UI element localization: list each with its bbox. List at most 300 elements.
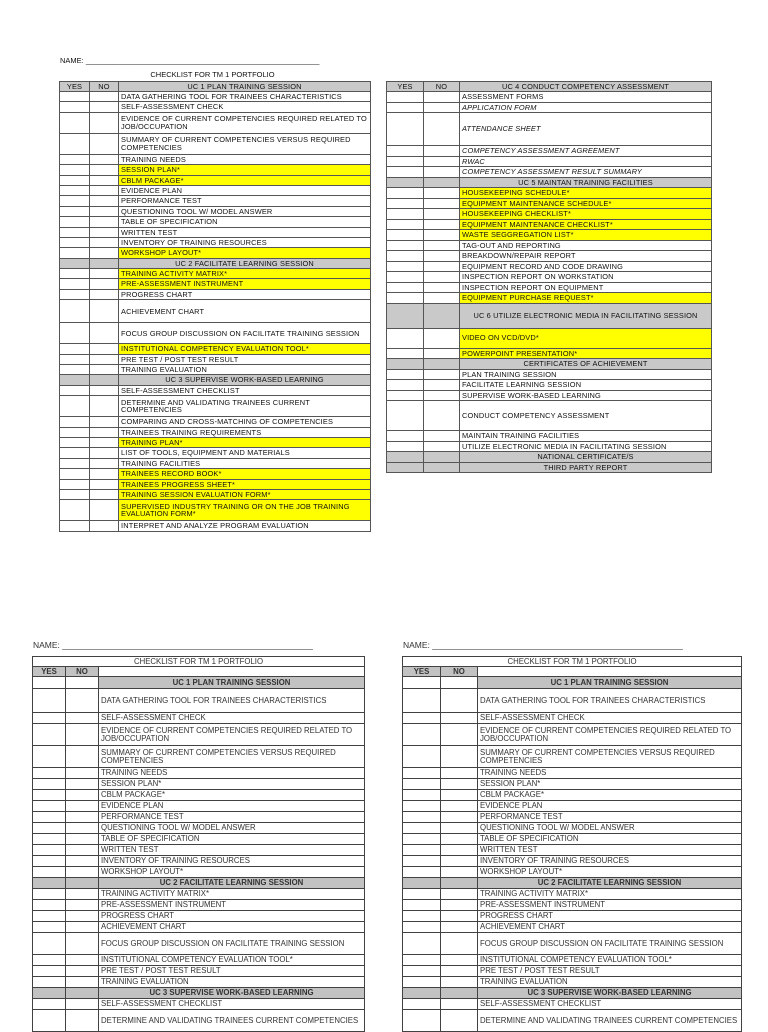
section-uc-2-facilitate-learning-session: UC 2 FACILITATE LEARNING SESSION [119, 258, 371, 268]
no-checkbox-cell[interactable] [90, 258, 119, 268]
yes-checkbox-cell[interactable] [60, 396, 90, 417]
checklist-row [403, 977, 742, 988]
yes-checkbox-cell[interactable] [33, 790, 66, 801]
no-checkbox-cell[interactable] [441, 977, 478, 988]
yes-checkbox-cell[interactable] [33, 768, 66, 779]
yes-checkbox-cell[interactable] [33, 689, 66, 713]
yes-checkbox-cell[interactable] [403, 823, 441, 834]
yes-checkbox-cell[interactable] [403, 999, 441, 1010]
yes-checkbox-cell[interactable] [60, 175, 90, 185]
yes-checkbox-cell[interactable] [387, 188, 424, 199]
yes-checkbox-cell[interactable] [387, 251, 424, 262]
preview-uc1-header: UC 1 PLAN TRAINING SESSION [99, 677, 365, 689]
yes-checkbox-cell[interactable] [33, 812, 66, 823]
item-self-assessment-checklist: SELF-ASSESSMENT CHECKLIST [99, 999, 365, 1010]
no-checkbox-cell[interactable] [90, 375, 119, 385]
yes-checkbox-cell[interactable] [60, 458, 90, 468]
yes-checkbox-cell[interactable] [60, 165, 90, 175]
yes-checkbox-cell[interactable] [60, 479, 90, 489]
no-checkbox-cell[interactable] [424, 230, 460, 241]
yes-checkbox-cell[interactable] [33, 867, 66, 878]
no-checkbox-cell[interactable] [90, 154, 119, 164]
no-checkbox-cell[interactable] [90, 500, 119, 521]
no-checkbox-cell[interactable] [66, 933, 99, 955]
yes-checkbox-cell[interactable] [33, 889, 66, 900]
no-checkbox-cell[interactable] [441, 779, 478, 790]
yes-checkbox-cell[interactable] [387, 146, 424, 157]
checklist-row [60, 458, 371, 468]
yes-checkbox-cell[interactable] [403, 878, 441, 889]
checklist-row [33, 834, 365, 845]
no-checkbox-cell[interactable] [66, 790, 99, 801]
yes-checkbox-cell[interactable] [60, 469, 90, 479]
section-uc-3-supervise-work-based-learning: UC 3 SUPERVISE WORK-BASED LEARNING [99, 988, 365, 999]
yes-checkbox-cell[interactable] [33, 713, 66, 724]
yes-checkbox-cell[interactable] [33, 933, 66, 955]
no-checkbox-cell[interactable] [90, 365, 119, 375]
yes-checkbox-cell[interactable] [60, 417, 90, 427]
no-checkbox-cell[interactable] [424, 102, 460, 113]
item-achievement-chart: ACHIEVEMENT CHART [99, 922, 365, 933]
no-checkbox-cell[interactable] [66, 999, 99, 1010]
no-checkbox-cell[interactable] [441, 933, 478, 955]
yes-checkbox-cell[interactable] [403, 790, 441, 801]
no-checkbox-cell[interactable] [90, 437, 119, 447]
yes-checkbox-cell[interactable] [387, 293, 424, 304]
yes-checkbox-cell[interactable] [403, 768, 441, 779]
no-checkbox-cell[interactable] [424, 390, 460, 401]
yes-checkbox-cell[interactable] [60, 365, 90, 375]
no-checkbox-cell[interactable] [66, 856, 99, 867]
no-checkbox-cell[interactable] [66, 713, 99, 724]
no-checkbox-cell[interactable] [441, 713, 478, 724]
checklist-row [60, 165, 371, 175]
yes-checkbox-cell[interactable] [33, 801, 66, 812]
yes-checkbox-cell[interactable] [33, 845, 66, 856]
yes-checkbox-cell[interactable] [33, 911, 66, 922]
yes-checkbox-cell[interactable] [60, 427, 90, 437]
no-checkbox-cell[interactable] [90, 458, 119, 468]
yes-checkbox-cell[interactable] [387, 359, 424, 370]
no-checkbox-cell[interactable] [424, 348, 460, 359]
yes-checkbox-cell[interactable] [403, 713, 441, 724]
yes-checkbox-cell[interactable] [60, 521, 90, 531]
no-checkbox-cell[interactable] [441, 988, 478, 999]
yes-checkbox-cell[interactable] [387, 156, 424, 167]
yes-checkbox-cell[interactable] [33, 878, 66, 889]
no-checkbox-cell[interactable] [424, 198, 460, 209]
yes-checkbox-cell[interactable] [387, 230, 424, 241]
item-supervise-work-based-learning: SUPERVISE WORK-BASED LEARNING [460, 390, 712, 401]
yes-checkbox-cell[interactable] [60, 437, 90, 447]
yes-checkbox-cell[interactable] [387, 219, 424, 230]
yes-checkbox-cell[interactable] [60, 375, 90, 385]
no-checkbox-cell[interactable] [66, 834, 99, 845]
yes-checkbox-cell[interactable] [403, 922, 441, 933]
no-checkbox-cell[interactable] [66, 812, 99, 823]
no-checkbox-cell[interactable] [441, 922, 478, 933]
item-questioning-tool-w-model-answer: QUESTIONING TOOL W/ MODEL ANSWER [119, 206, 371, 216]
yes-checkbox-cell[interactable] [60, 196, 90, 206]
no-checkbox-cell[interactable] [90, 479, 119, 489]
no-checkbox-cell[interactable] [90, 175, 119, 185]
item-supervised-industry-training-or-on-the-j: SUPERVISED INDUSTRY TRAINING OR ON THE JOB TRAINING EVALUATION FORM* [119, 500, 371, 521]
no-checkbox-cell[interactable] [441, 812, 478, 823]
no-checkbox-cell[interactable] [66, 955, 99, 966]
yes-checkbox-cell[interactable] [60, 279, 90, 289]
yes-checkbox-cell[interactable] [387, 177, 424, 188]
checklist-row [33, 689, 365, 713]
no-checkbox-cell[interactable] [66, 724, 99, 746]
no-checkbox-cell[interactable] [90, 133, 119, 154]
checklist-row [60, 489, 371, 499]
no-checkbox-cell[interactable] [66, 966, 99, 977]
yes-checkbox-cell[interactable] [387, 167, 424, 178]
yes-checkbox-cell[interactable] [387, 401, 424, 431]
yes-checkbox-cell[interactable] [387, 209, 424, 220]
item-table-of-specification: TABLE OF SPECIFICATION [99, 834, 365, 845]
no-checkbox-cell[interactable] [424, 113, 460, 146]
no-checkbox-cell[interactable] [90, 323, 119, 344]
item-determine-and-validating-trainees-curren: DETERMINE AND VALIDATING TRAINEES CURRENT COMPETENCIES [478, 1010, 742, 1032]
yes-checkbox-cell[interactable] [33, 779, 66, 790]
checklist-row [387, 282, 712, 293]
no-checkbox-cell[interactable] [66, 823, 99, 834]
yes-checkbox-cell[interactable] [33, 1010, 66, 1032]
item-self-assessment-check: SELF-ASSESSMENT CHECK [119, 102, 371, 112]
no-checkbox-cell[interactable] [424, 452, 460, 463]
no-checkbox-cell[interactable] [66, 845, 99, 856]
no-checkbox-cell[interactable] [441, 955, 478, 966]
yes-checkbox-cell[interactable] [387, 348, 424, 359]
yes-checkbox-cell[interactable] [60, 92, 90, 102]
item-summary-of-current-competencies-versus-r: SUMMARY OF CURRENT COMPETENCIES VERSUS REQUIRED COMPETENCIES [99, 746, 365, 768]
yes-checkbox-cell[interactable] [387, 303, 424, 328]
yes-checkbox-cell[interactable] [60, 289, 90, 299]
checklist-row [387, 380, 712, 391]
no-checkbox-cell[interactable] [90, 206, 119, 216]
checklist-row [387, 293, 712, 304]
no-checkbox-cell[interactable] [424, 441, 460, 452]
no-checkbox-cell[interactable] [424, 293, 460, 304]
yes-checkbox-cell[interactable] [403, 955, 441, 966]
no-checkbox-cell[interactable] [90, 354, 119, 364]
yes-checkbox-cell[interactable] [403, 746, 441, 768]
no-checkbox-cell[interactable] [424, 177, 460, 188]
no-checkbox-cell[interactable] [90, 344, 119, 354]
checklist-row [33, 724, 365, 746]
no-checkbox-cell[interactable] [66, 779, 99, 790]
no-checkbox-cell[interactable] [441, 1010, 478, 1032]
no-checkbox-cell[interactable] [66, 889, 99, 900]
no-checkbox-cell[interactable] [90, 469, 119, 479]
no-checkbox-cell[interactable] [441, 724, 478, 746]
yes-checkbox-cell[interactable] [60, 227, 90, 237]
no-checkbox-cell[interactable] [424, 219, 460, 230]
no-checkbox-cell[interactable] [90, 217, 119, 227]
no-checkbox-cell[interactable] [441, 856, 478, 867]
no-checkbox-cell[interactable] [90, 237, 119, 247]
no-checkbox-cell[interactable] [66, 922, 99, 933]
yes-checkbox-cell[interactable] [60, 248, 90, 258]
yes-checkbox-cell[interactable] [403, 689, 441, 713]
item-focus-group-discussion-on-facilitate-tra: FOCUS GROUP DISCUSSION ON FACILITATE TRAINING SESSION [99, 933, 365, 955]
no-checkbox-cell[interactable] [90, 448, 119, 458]
yes-checkbox-cell[interactable] [387, 272, 424, 283]
no-checkbox-cell[interactable] [66, 1010, 99, 1032]
no-checkbox-cell[interactable] [90, 165, 119, 175]
no-checkbox-cell[interactable] [90, 489, 119, 499]
checklist-row [33, 801, 365, 812]
no-checkbox-cell[interactable] [424, 462, 460, 473]
yes-checkbox-cell[interactable] [387, 102, 424, 113]
no-checkbox-cell[interactable] [441, 999, 478, 1010]
item-data-gathering-tool-for-trainees-charact: DATA GATHERING TOOL FOR TRAINEES CHARACTERISTICS [119, 92, 371, 102]
no-checkbox-cell[interactable] [66, 746, 99, 768]
yes-checkbox-cell[interactable] [60, 237, 90, 247]
item-evidence-plan: EVIDENCE PLAN [119, 185, 371, 195]
yes-checkbox-cell[interactable] [387, 240, 424, 251]
no-checkbox-cell[interactable] [66, 977, 99, 988]
no-checkbox-cell[interactable] [424, 188, 460, 199]
no-checkbox-cell[interactable] [441, 966, 478, 977]
yes-checkbox-cell[interactable] [33, 922, 66, 933]
checklist-row [60, 269, 371, 279]
item-self-assessment-checklist: SELF-ASSESSMENT CHECKLIST [119, 385, 371, 395]
yes-checkbox-cell[interactable] [387, 92, 424, 103]
no-checkbox-cell[interactable] [441, 689, 478, 713]
yes-checkbox-cell[interactable] [403, 977, 441, 988]
checklist-row [387, 219, 712, 230]
yes-checkbox-cell[interactable] [403, 966, 441, 977]
yes-checkbox-cell[interactable] [60, 354, 90, 364]
yes-checkbox-cell[interactable] [33, 966, 66, 977]
yes-checkbox-cell[interactable] [403, 845, 441, 856]
no-checkbox-cell[interactable] [66, 801, 99, 812]
no-checkbox-cell[interactable] [424, 156, 460, 167]
checklist-row [387, 167, 712, 178]
yes-checkbox-cell[interactable] [33, 746, 66, 768]
col-yes-header: YES [60, 82, 90, 92]
no-checkbox-cell[interactable] [441, 900, 478, 911]
no-checkbox-cell[interactable] [90, 112, 119, 133]
yes-checkbox-cell[interactable] [387, 390, 424, 401]
yes-checkbox-cell[interactable] [60, 102, 90, 112]
checklist-row [33, 911, 365, 922]
no-checkbox-cell[interactable] [66, 689, 99, 713]
yes-checkbox-cell[interactable] [60, 385, 90, 395]
yes-checkbox-cell[interactable] [33, 900, 66, 911]
section-national-certificate-s: NATIONAL CERTIFICATE/S [460, 452, 712, 463]
yes-checkbox-cell[interactable] [60, 112, 90, 133]
no-checkbox-cell[interactable] [424, 401, 460, 431]
checklist-row [60, 206, 371, 216]
item-evidence-of-current-competencies-require: EVIDENCE OF CURRENT COMPETENCIES REQUIRED RELATED TO JOB/OCCUPATION [478, 724, 742, 746]
yes-checkbox-cell[interactable] [60, 448, 90, 458]
no-checkbox-cell[interactable] [90, 417, 119, 427]
yes-checkbox-cell[interactable] [387, 261, 424, 272]
no-checkbox-cell[interactable] [424, 380, 460, 391]
no-checkbox-cell[interactable] [90, 289, 119, 299]
no-checkbox-cell[interactable] [441, 768, 478, 779]
checklist-row [33, 999, 365, 1010]
no-checkbox-cell[interactable] [90, 185, 119, 195]
no-checkbox-cell[interactable] [424, 431, 460, 442]
yes-checkbox-cell[interactable] [387, 452, 424, 463]
no-checkbox-cell[interactable] [66, 911, 99, 922]
item-pre-assessment-instrument: PRE-ASSESSMENT INSTRUMENT [119, 279, 371, 289]
section-header-row [33, 878, 365, 889]
no-checkbox-cell[interactable] [441, 867, 478, 878]
no-checkbox-cell[interactable] [424, 261, 460, 272]
yes-checkbox-cell[interactable] [403, 900, 441, 911]
no-checkbox-cell[interactable] [424, 328, 460, 348]
checklist-row [60, 479, 371, 489]
no-checkbox-cell[interactable] [424, 146, 460, 157]
no-checkbox-cell[interactable] [90, 427, 119, 437]
yes-checkbox-cell[interactable] [60, 300, 90, 323]
yes-checkbox-cell[interactable] [403, 801, 441, 812]
checklist-row [60, 385, 371, 395]
yes-checkbox-cell[interactable] [387, 441, 424, 452]
no-checkbox-cell[interactable] [66, 878, 99, 889]
section-header-row [387, 359, 712, 370]
no-checkbox-cell[interactable] [441, 801, 478, 812]
no-checkbox-cell[interactable] [441, 878, 478, 889]
yes-checkbox-cell[interactable] [60, 154, 90, 164]
item-training-activity-matrix: TRAINING ACTIVITY MATRIX* [99, 889, 365, 900]
yes-checkbox-cell[interactable] [403, 911, 441, 922]
no-checkbox-cell[interactable] [424, 282, 460, 293]
checklist-row [403, 933, 742, 955]
yes-checkbox-cell[interactable] [387, 328, 424, 348]
yes-checkbox-cell[interactable] [33, 856, 66, 867]
no-checkbox-cell[interactable] [441, 834, 478, 845]
no-checkbox-cell[interactable] [90, 92, 119, 102]
no-checkbox-cell[interactable] [441, 790, 478, 801]
checklist-row [60, 227, 371, 237]
item-achievement-chart: ACHIEVEMENT CHART [478, 922, 742, 933]
yes-checkbox-cell[interactable] [387, 380, 424, 391]
section-uc-5-maintan-training-facilities: UC 5 MAINTAN TRAINING FACILITIES [460, 177, 712, 188]
yes-checkbox-cell[interactable] [60, 133, 90, 154]
checklist-row [403, 790, 742, 801]
item-training-evaluation: TRAINING EVALUATION [99, 977, 365, 988]
yes-checkbox-cell[interactable] [403, 933, 441, 955]
no-checkbox-cell[interactable] [66, 768, 99, 779]
yes-checkbox-cell[interactable] [60, 323, 90, 344]
no-checkbox-cell[interactable] [90, 521, 119, 531]
yes-checkbox-cell[interactable] [403, 867, 441, 878]
yes-checkbox-cell[interactable] [60, 344, 90, 354]
yes-checkbox-cell[interactable] [403, 834, 441, 845]
no-checkbox-cell[interactable] [66, 867, 99, 878]
no-checkbox-cell[interactable] [424, 167, 460, 178]
no-checkbox-cell[interactable] [90, 227, 119, 237]
yes-checkbox-cell[interactable] [60, 217, 90, 227]
checklist-row [403, 856, 742, 867]
yes-checkbox-cell[interactable] [387, 282, 424, 293]
yes-checkbox-cell[interactable] [33, 834, 66, 845]
yes-checkbox-cell[interactable] [403, 1010, 441, 1032]
yes-checkbox-cell[interactable] [33, 724, 66, 746]
no-checkbox-cell[interactable] [90, 396, 119, 417]
item-trainees-training-requirements: TRAINEES TRAINING REQUIREMENTS [119, 427, 371, 437]
no-checkbox-cell[interactable] [441, 845, 478, 856]
no-checkbox-cell[interactable] [90, 102, 119, 112]
yes-checkbox-cell[interactable] [403, 856, 441, 867]
yes-checkbox-cell[interactable] [60, 269, 90, 279]
no-checkbox-cell[interactable] [424, 272, 460, 283]
no-checkbox-cell[interactable] [441, 823, 478, 834]
no-checkbox-cell[interactable] [90, 269, 119, 279]
yes-checkbox-cell[interactable] [33, 955, 66, 966]
yes-checkbox-cell[interactable] [60, 185, 90, 195]
no-checkbox-cell[interactable] [424, 251, 460, 262]
section-header-row [403, 878, 742, 889]
no-checkbox-cell[interactable] [424, 359, 460, 370]
no-checkbox-cell[interactable] [424, 209, 460, 220]
yes-checkbox-cell[interactable] [403, 812, 441, 823]
no-checkbox-cell[interactable] [441, 746, 478, 768]
yes-checkbox-cell[interactable] [403, 889, 441, 900]
checklist-row [60, 354, 371, 364]
item-evidence-of-current-competencies-require: EVIDENCE OF CURRENT COMPETENCIES REQUIRED RELATED TO JOB/OCCUPATION [119, 112, 371, 133]
yes-checkbox-cell[interactable] [60, 489, 90, 499]
col-no-header: NO [66, 667, 99, 677]
no-checkbox-cell[interactable] [424, 240, 460, 251]
item-questioning-tool-w-model-answer: QUESTIONING TOOL W/ MODEL ANSWER [478, 823, 742, 834]
yes-checkbox-cell[interactable] [33, 988, 66, 999]
checklist-row [403, 845, 742, 856]
yes-checkbox-cell[interactable] [387, 113, 424, 146]
checklist-row [33, 768, 365, 779]
no-checkbox-cell[interactable] [66, 988, 99, 999]
yes-checkbox-cell[interactable] [33, 977, 66, 988]
yes-checkbox-cell[interactable] [387, 462, 424, 473]
yes-checkbox-cell[interactable] [387, 198, 424, 209]
no-checkbox-cell[interactable] [90, 248, 119, 258]
no-checkbox-cell[interactable] [90, 196, 119, 206]
no-checkbox-cell[interactable] [441, 889, 478, 900]
checklist-row [403, 889, 742, 900]
no-checkbox-cell[interactable] [424, 303, 460, 328]
preview-copy-right [402, 656, 741, 1032]
yes-checkbox-cell[interactable] [403, 724, 441, 746]
no-checkbox-cell[interactable] [90, 300, 119, 323]
no-checkbox-cell[interactable] [90, 385, 119, 395]
checklist-row [33, 779, 365, 790]
yes-checkbox-cell[interactable] [403, 779, 441, 790]
yes-checkbox-cell[interactable] [33, 999, 66, 1010]
item-breakdown-repair-report: BREAKDOWN/REPAIR REPORT [460, 251, 712, 262]
yes-checkbox-cell[interactable] [403, 988, 441, 999]
yes-checkbox-cell[interactable] [60, 206, 90, 216]
yes-checkbox-cell[interactable] [33, 823, 66, 834]
item-workshop-layout: WORKSHOP LAYOUT* [119, 248, 371, 258]
no-checkbox-cell[interactable] [424, 369, 460, 380]
no-checkbox-cell[interactable] [424, 92, 460, 103]
yes-checkbox-cell[interactable] [387, 369, 424, 380]
item-progress-chart: PROGRESS CHART [119, 289, 371, 299]
no-checkbox-cell[interactable] [441, 911, 478, 922]
no-checkbox-cell[interactable] [90, 279, 119, 289]
yes-checkbox-cell[interactable] [60, 500, 90, 521]
yes-checkbox-cell[interactable] [60, 258, 90, 268]
no-checkbox-cell[interactable] [66, 900, 99, 911]
yes-checkbox-cell[interactable] [387, 431, 424, 442]
checklist-row [403, 768, 742, 779]
